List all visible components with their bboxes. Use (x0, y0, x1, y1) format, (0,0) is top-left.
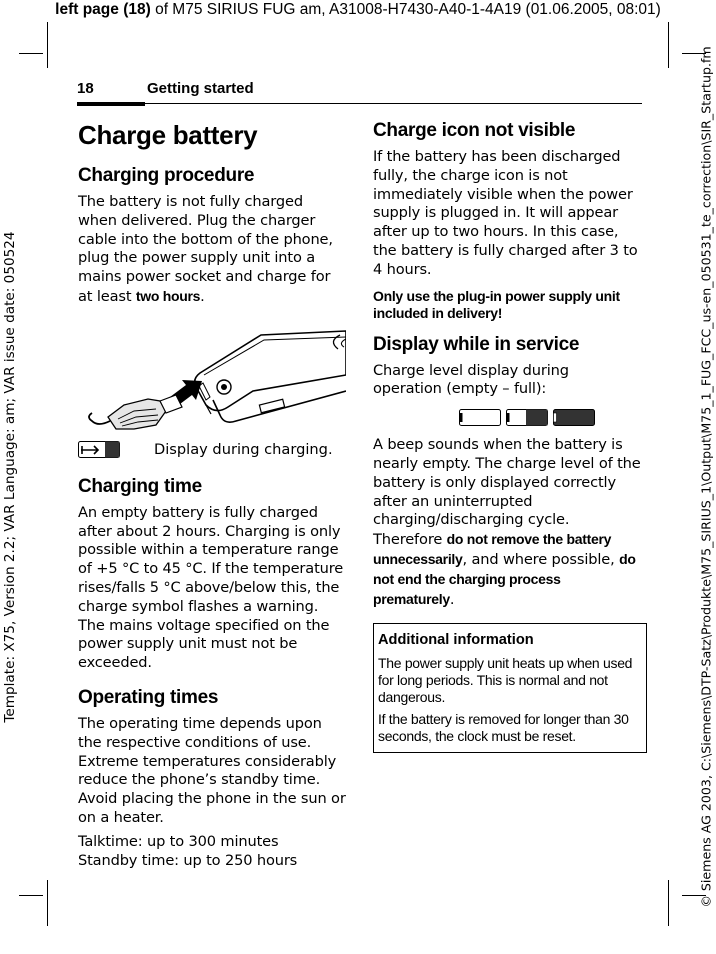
charging-procedure-text: The battery is not fully charged when delivered. Plug the charger cable into the bottom of the phone, plug the power supply unit into a mains power socket and charge for at least two hours. (78, 193, 333, 305)
additional-info-box (373, 623, 647, 753)
do-not-remove-battery: do not remove the battery unnecessarily (373, 531, 612, 567)
crop-mark (668, 880, 669, 926)
talktime-line: Talktime: up to 300 minutes (78, 832, 279, 850)
display-service-section (373, 334, 641, 610)
operating-times-text: The operating time depends upon the respective conditions of use. Extreme temperatures considerably reduce the phone’s standby time. Avoid placing the phone in the sun or on a heater. (78, 714, 346, 826)
document-header (0, 0, 716, 20)
battery-half-icon (506, 409, 548, 426)
battery-empty-icon (459, 409, 501, 426)
charging-procedure-heading: Charging procedure (78, 165, 255, 186)
battery-full-icon (553, 409, 595, 426)
additional-info-title: Additional information (378, 632, 534, 649)
charging-procedure-section (78, 165, 346, 307)
section-title: Getting started (147, 80, 254, 97)
crop-mark (19, 53, 43, 54)
icon-not-visible-section (373, 120, 641, 280)
plug-in-note: Only use the plug-in power supply unit included in delivery! (373, 287, 620, 321)
do-not-end-charging: do not end the charging process prematurely (373, 550, 636, 607)
charge-level-intro: Charge level display during operation (empty – full): (373, 361, 569, 398)
charging-display-caption (78, 441, 346, 458)
header-rule (145, 103, 642, 104)
crop-mark (47, 880, 48, 926)
template-info: Template: X75, Version 2.2; VAR Language: am; VAR issue date: 050524 (2, 231, 18, 723)
page-number: 18 (77, 80, 94, 97)
phone-charging-illustration (78, 325, 346, 433)
copyright-path: © Siemens AG 2003, C:\Siemens\DTP-Satz\Produkte\M75_SIRIUS_1\Output\M75_1_FUG_FCC_us-en_050531_te_correction\SIR_Startup.fm (698, 46, 714, 908)
icon-not-visible-heading: Charge icon not visible (373, 120, 576, 141)
crop-mark (668, 22, 669, 68)
page-title: Charge battery (78, 120, 258, 150)
additional-info-text-1: The power supply unit heats up when used for long periods. This is normal and not dangerous. (378, 655, 633, 705)
header-rule-thick (77, 102, 145, 106)
beep-text: A beep sounds when the battery is nearly empty. The charge level of the battery is only displayed correctly after an uninterrupted charging/discharging cycle. Therefore do not remove the battery unnecessarily, and where possible, do not end the charging process prematurely. (373, 436, 641, 608)
charge-level-icons (413, 409, 641, 426)
display-service-heading: Display while in service (373, 333, 580, 355)
charging-icon (78, 441, 120, 458)
right-column (373, 118, 641, 753)
operating-times-section (78, 687, 346, 870)
additional-info-text-2: If the battery is removed for longer than 30 seconds, the clock must be reset. (378, 711, 629, 744)
header-doc-info: of M75 SIRIUS FUG am, A31008-H7430-A40-1-4A19 (01.06.2005, 08:01) (150, 1, 661, 18)
crop-mark (47, 22, 48, 68)
operating-times-heading: Operating times (78, 686, 219, 708)
caption-text: Display during charging. (154, 440, 333, 458)
charging-time-heading: Charging time (78, 475, 202, 497)
left-column (78, 118, 346, 884)
standby-line: Standby time: up to 250 hours (78, 851, 298, 869)
icon-not-visible-text: If the battery has been discharged fully, the charge icon is not immediately visible when the power supply is plugged in. It will appear after up to two hours. In this case, the battery is fully charged after 3 to 4 hours. (373, 148, 638, 278)
header-page-ref: left page (18) (55, 1, 151, 18)
mains-voltage-text: The mains voltage specified on the power supply unit must not be exceeded. (78, 616, 330, 672)
charging-time-section (78, 476, 346, 673)
two-hours: two hours (135, 287, 201, 304)
charging-time-text: An empty battery is fully charged after about 2 hours. Charging is only possible within a temperature range of +5 °C to 45 °C. If the temperature rises/falls 5 °C above/below this, the charge symbol flashes a warning. (78, 503, 344, 615)
crop-mark (19, 895, 43, 896)
